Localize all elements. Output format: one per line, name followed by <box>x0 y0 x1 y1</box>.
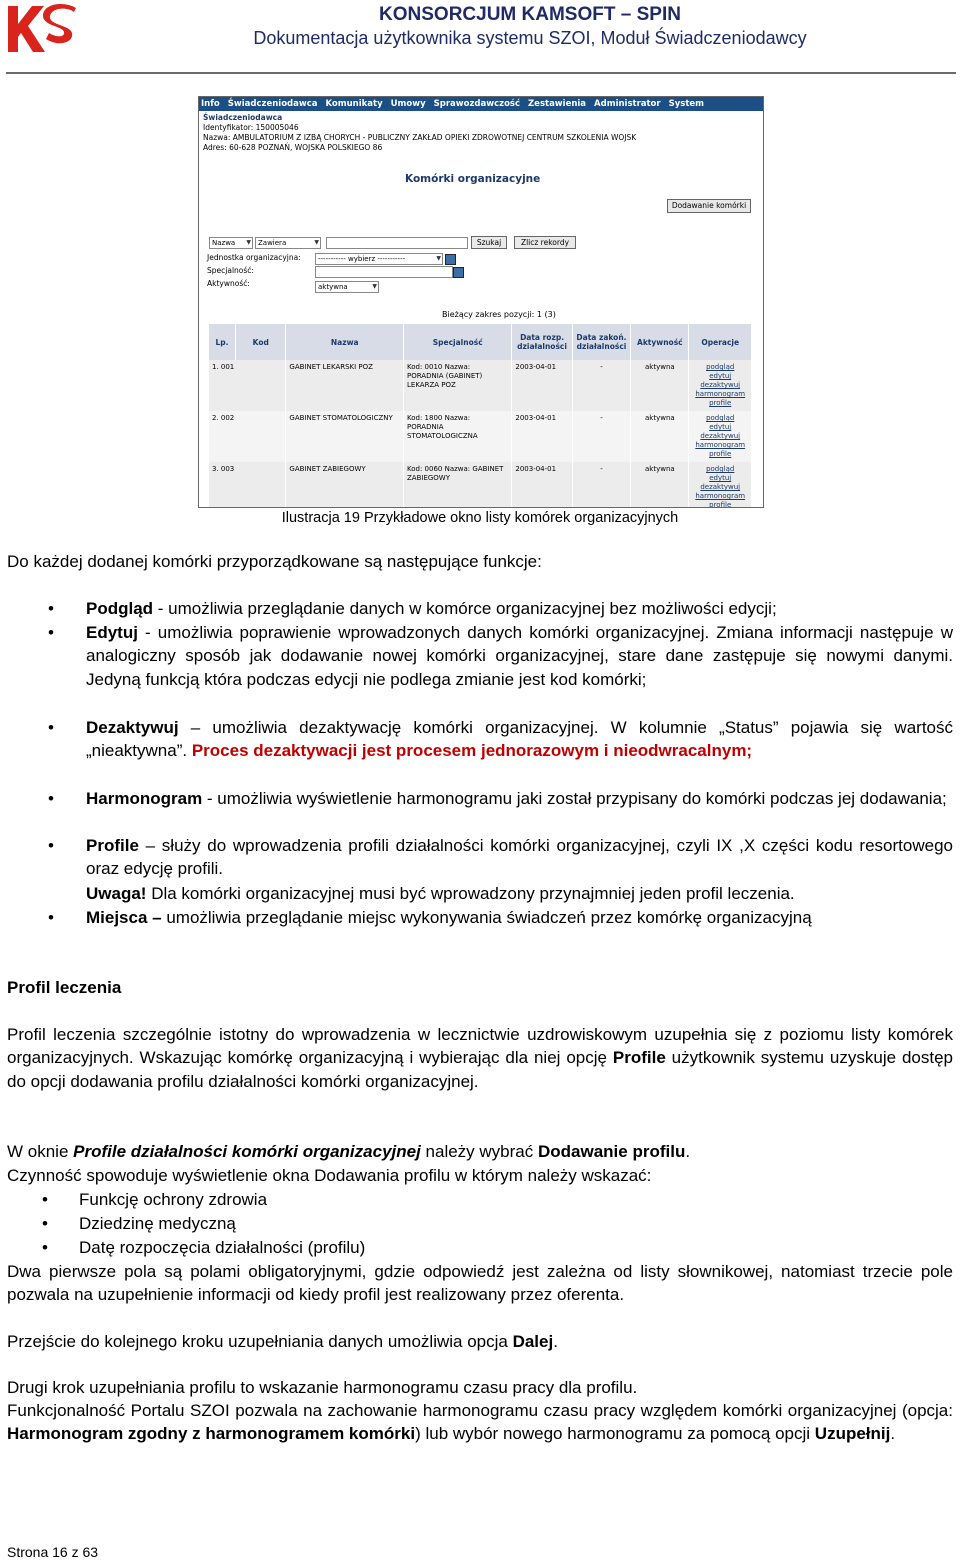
col-active: Aktywność <box>631 324 689 360</box>
filter-value-input[interactable] <box>326 237 468 249</box>
profile-note: Uwaga! Dla komórki organizacyjnej musi być wprowadzony przynajmniej jeden profil leczenia. <box>86 884 795 903</box>
bullet: • <box>48 908 54 927</box>
provider-title: Świadczeniodawca <box>203 113 283 122</box>
paragraph-schedule: Funkcjonalność Portalu SZOI pozwala na zachowanie harmonogramu czasu pracy względem komórki organizacyjnej (opcja: Harmonogram zgodny z harmonogramem komórki) lub wybór nowego harmonogramu za pomocą opcji Uzupełnij. <box>7 1401 953 1444</box>
deactivate-link[interactable]: dezaktywuj <box>700 381 741 389</box>
schedule-link[interactable]: harmonogram <box>695 390 746 398</box>
paragraph-profile-window: W oknie Profile działalności komórki organizacyjnej należy wybrać Dodawanie profilu. <box>7 1142 691 1161</box>
view-link[interactable]: podgląd <box>706 414 735 422</box>
bullet-harmonogram: Harmonogram - umożliwia wyświetlenie harmonogramu jaki został przypisany do komórki podczas jej dodawania; <box>86 789 947 808</box>
bullet: • <box>48 599 54 618</box>
bullet-podglad: Podgląd - umożliwia przeglądanie danych w komórce organizacyjnej bez możliwości edycji; <box>86 599 777 618</box>
col-specialty: Specjalność <box>404 324 512 360</box>
app-screenshot <box>198 96 764 508</box>
list-item: Dziedzinę medyczną <box>79 1214 236 1233</box>
screen-title: Komórki organizacyjne <box>405 173 541 185</box>
col-ops: Operacje <box>689 324 752 360</box>
table-row: 1. 001 GABINET LEKARSKI POZ Kod: 0010 Nazwa: PORADNIA (GABINET) LEKARZA POZ 2003-04-01 - aktywna podgląd edytuj dezaktywuj harmonogram profile <box>209 360 752 411</box>
current-range: Bieżący zakres pozycji: 1 (3) <box>442 310 556 319</box>
specialty-input[interactable] <box>315 266 453 278</box>
view-link[interactable]: podgląd <box>706 465 735 473</box>
add-unit-button[interactable]: Dodawanie komórki <box>667 199 751 213</box>
edit-link[interactable]: edytuj <box>709 474 732 482</box>
menu-item-messages[interactable]: Komunikaty <box>325 99 383 109</box>
profiles-link[interactable]: profile <box>709 450 732 458</box>
provider-id: Identyfikator: 150005046 <box>203 123 299 132</box>
paragraph-next: Przejście do kolejnego kroku uzupełniania danych umożliwia opcja Dalej. <box>7 1332 558 1351</box>
menu-item-system[interactable]: System <box>668 99 705 109</box>
menu-item-provider[interactable]: Świadczeniodawca <box>227 99 318 109</box>
lookup-icon[interactable] <box>453 267 464 278</box>
page-number: Strona 16 z 63 <box>7 1544 99 1560</box>
bullet: • <box>48 836 54 855</box>
count-records-button[interactable]: Zlicz rekordy <box>514 236 576 249</box>
schedule-link[interactable]: harmonogram <box>695 492 746 500</box>
activity-label: Aktywność: <box>207 279 250 288</box>
menu-item-reports[interactable]: Sprawozdawczość <box>433 99 521 109</box>
app-menubar <box>199 97 763 111</box>
menu-item-contracts[interactable]: Umowy <box>390 99 426 109</box>
menu-item-admin[interactable]: Administrator <box>594 99 661 109</box>
profiles-link[interactable]: profile <box>709 399 732 407</box>
deactivate-link[interactable]: dezaktywuj <box>700 432 741 440</box>
bullet: • <box>42 1190 48 1209</box>
bullet-profile: Profile – służy do wprowadzenia profili działalności komórki organizacyjnej, czyli IX ,X części kodu resortowego oraz edycję profili. <box>86 836 953 879</box>
menu-item-info[interactable]: Info <box>201 99 220 109</box>
search-button[interactable]: Szukaj <box>471 236 507 249</box>
section-title: Profil leczenia <box>7 978 122 997</box>
figure-caption: Ilustracja 19 Przykładowe okno listy komórek organizacyjnych <box>281 510 679 526</box>
unit-label: Jednostka organizacyjna: <box>207 253 301 262</box>
bullet: • <box>48 718 54 737</box>
col-name: Nazwa <box>286 324 404 360</box>
ks-logo <box>4 2 84 56</box>
calendar-icon[interactable] <box>445 254 456 265</box>
intro-text: Do każdej dodanej komórki przyporządkowane są następujące funkcje: <box>7 552 542 571</box>
row-operations <box>689 411 752 462</box>
table-row: 2. 002 GABINET STOMATOLOGICZNY Kod: 1800 Nazwa: PORADNIA STOMATOLOGICZNA 2003-04-01 - aktywna podgląd edytuj dezaktywuj harmonogram profile <box>209 411 752 462</box>
paragraph-add-profile: Czynność spowoduje wyświetlenie okna Dodawania profilu w którym należy wskazać: <box>7 1166 652 1185</box>
bullet: • <box>42 1238 48 1257</box>
specialty-label: Specjalność: <box>207 266 254 275</box>
view-link[interactable]: podgląd <box>706 363 735 371</box>
paragraph-profile-intro: Profil leczenia szczególnie istotny do wprowadzenia w lecznictwie uzdrowiskowym uzupełnia się z poziomu listy komórek organizacyjnych. Wskazując komórkę organizacyjną i wybierając dla niej opcję Profile użytkownik systemu uzyskuje dostęp do opcji dodawania profilu działalności komórki organizacyjnej. <box>7 1025 953 1091</box>
paragraph-step2: Drugi krok uzupełniania profilu to wskazanie harmonogramu czasu pracy dla profilu. <box>7 1378 638 1397</box>
table-row: 3. 003 GABINET ZABIEGOWY Kod: 0060 Nazwa: GABINET ZABIEGOWY 2003-04-01 - aktywna podgląd edytuj dezaktywuj harmonogram profile <box>209 462 752 508</box>
deactivate-link[interactable]: dezaktywuj <box>700 483 741 491</box>
bullet: • <box>48 623 54 642</box>
filter-operator-select[interactable]: Zawiera ▼ <box>255 237 321 249</box>
unit-select[interactable]: ----------- wybierz ----------- ▼ <box>315 253 443 265</box>
col-start: Data rozp. działalności <box>512 324 572 360</box>
profiles-link[interactable]: profile <box>709 501 732 508</box>
filter-field-select[interactable]: Nazwa ▼ <box>209 237 253 249</box>
menu-item-summaries[interactable]: Zestawienia <box>528 99 587 109</box>
provider-info <box>199 111 763 155</box>
row-operations <box>689 360 752 411</box>
edit-link[interactable]: edytuj <box>709 372 732 380</box>
col-lp: Lp. <box>209 324 236 360</box>
col-end: Data zakoń. działalności <box>572 324 631 360</box>
company-header: KONSORCJUM KAMSOFT – SPIN <box>379 4 681 25</box>
list-item: Funkcję ochrony zdrowia <box>79 1190 268 1209</box>
bullet: • <box>42 1214 48 1233</box>
edit-link[interactable]: edytuj <box>709 423 732 431</box>
paragraph-fields: Dwa pierwsze pola są polami obligatoryjnymi, gdzie odpowiedź jest zależna od listy słownikowej, natomiast trzecie pole pozwala na uzupełnienie informacji od kiedy profil jest realizowany przez oferenta. <box>7 1262 953 1305</box>
schedule-link[interactable]: harmonogram <box>695 441 746 449</box>
document-subtitle: Dokumentacja użytkownika systemu SZOI, Moduł Świadczeniodawcy <box>253 28 807 48</box>
col-code: Kod <box>236 324 286 360</box>
activity-select[interactable]: aktywna ▼ <box>315 281 379 293</box>
bullet: • <box>48 789 54 808</box>
provider-address: Adres: 60-628 POZNAŃ, WOJSKA POLSKIEGO 86 <box>203 143 383 152</box>
bullet-miejsca: Miejsca – umożliwia przeglądanie miejsc wykonywania świadczeń przez komórkę organizacyjną <box>86 908 812 927</box>
bullet-edytuj: Edytuj - umożliwia poprawienie wprowadzonych danych komórki organizacyjnej. Zmiana informacji następuje w analogiczny sposób jak dodawanie nowej komórki organizacyjnej, stare dane zastępuje się nowymi danymi. Jedyną funkcją która podczas edycji nie podlega zmianie jest kod komórki; <box>86 623 953 689</box>
provider-name: Nazwa: AMBULATORIUM Z IZBĄ CHORYCH - PUBLICZNY ZAKŁAD OPIEKI ZDROWOTNEJ CENTRUM SZKOLENIA WOJSK <box>203 133 637 142</box>
units-table <box>209 324 752 508</box>
row-operations <box>689 462 752 508</box>
header-rule <box>6 72 956 74</box>
list-item: Datę rozpoczęcia działalności (profilu) <box>79 1238 366 1257</box>
bullet-dezaktywuj: Dezaktywuj – umożliwia dezaktywację komórki organizacyjnej. W kolumnie „Status” pojawia się wartość „nieaktywna”. Proces dezaktywacji jest procesem jednorazowym i nieodwracalnym; <box>86 718 953 761</box>
